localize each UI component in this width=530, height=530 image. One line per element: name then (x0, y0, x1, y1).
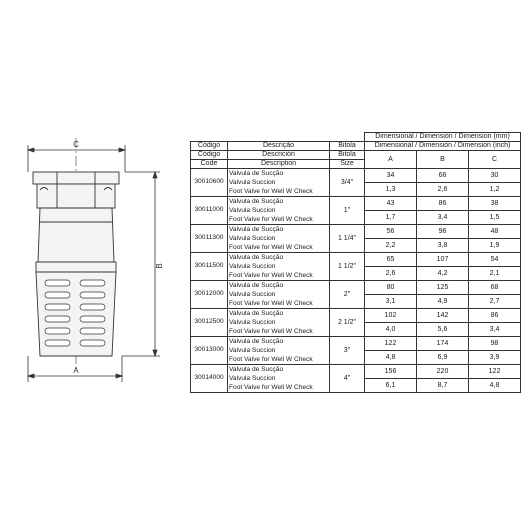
product-description (228, 197, 330, 225)
description-pt: Valvula de Sucção (229, 310, 284, 317)
dimension-a-label: A (73, 366, 79, 375)
dim-a-inch: 2,6 (365, 267, 417, 281)
header-size-pt: Bitola (330, 142, 365, 151)
description-en: Foot Valve for Well W Check (229, 272, 313, 279)
product-description (228, 225, 330, 253)
description-es: Valvula Succion (229, 347, 276, 354)
dim-c-mm: 98 (469, 337, 521, 351)
dim-b-inch: 3,8 (417, 239, 469, 253)
product-description (228, 337, 330, 365)
dimension-b-label: B (155, 263, 164, 269)
header-code-pt: Código (191, 142, 228, 151)
dim-c-mm: 38 (469, 197, 521, 211)
dim-a-mm: 80 (365, 281, 417, 295)
dim-a-mm: 156 (365, 365, 417, 379)
product-code: 30013000 (191, 337, 228, 365)
table-row (191, 337, 521, 351)
dim-a-mm: 34 (365, 169, 417, 183)
description-pt: Valvula de Sucção (229, 338, 284, 345)
description-pt: Valvula de Sucção (229, 226, 284, 233)
table-row (191, 281, 521, 295)
product-description (228, 169, 330, 197)
product-size: 2 1/2" (330, 309, 365, 337)
dim-a-inch: 1,3 (365, 183, 417, 197)
dim-c-inch: 1,2 (469, 183, 521, 197)
table-row (191, 225, 521, 239)
dim-b-inch: 8,7 (417, 379, 469, 393)
dim-c-mm: 122 (469, 365, 521, 379)
header-col-c: C (469, 151, 521, 169)
dim-c-inch: 1,9 (469, 239, 521, 253)
dim-c-inch: 2,1 (469, 267, 521, 281)
product-description (228, 309, 330, 337)
product-code: 30012000 (191, 281, 228, 309)
dim-c-mm: 54 (469, 253, 521, 267)
dim-c-mm: 86 (469, 309, 521, 323)
dim-c-inch: 2,7 (469, 295, 521, 309)
description-pt: Valvula de Sucção (229, 170, 284, 177)
header-desc-pt: Descrição (228, 142, 330, 151)
table-row (191, 309, 521, 323)
product-size: 1 1/2" (330, 253, 365, 281)
dim-b-mm: 220 (417, 365, 469, 379)
dim-c-inch: 3,9 (469, 351, 521, 365)
description-pt: Valvula de Sucção (229, 366, 284, 373)
dim-c-inch: 4,8 (469, 379, 521, 393)
spec-table (190, 132, 521, 393)
header-col-b: B (417, 151, 469, 169)
table-row (191, 197, 521, 211)
product-description (228, 281, 330, 309)
table-row (191, 169, 521, 183)
product-code: 30011000 (191, 197, 228, 225)
description-es: Valvula Succion (229, 179, 276, 186)
description-en: Foot Valve for Well W Check (229, 328, 313, 335)
dim-b-mm: 125 (417, 281, 469, 295)
dim-a-mm: 56 (365, 225, 417, 239)
description-es: Valvula Succion (229, 207, 276, 214)
dim-b-mm: 142 (417, 309, 469, 323)
header-code-es: Código (191, 151, 228, 160)
dim-a-inch: 6,1 (365, 379, 417, 393)
dim-a-inch: 3,1 (365, 295, 417, 309)
description-en: Foot Valve for Well W Check (229, 300, 313, 307)
dim-c-mm: 48 (469, 225, 521, 239)
description-en: Foot Valve for Well W Check (229, 356, 313, 363)
header-desc-es: Descrición (228, 151, 330, 160)
dim-b-mm: 66 (417, 169, 469, 183)
description-pt: Valvula de Sucção (229, 254, 284, 261)
description-pt: Valvula de Sucção (229, 198, 284, 205)
dim-b-inch: 3,4 (417, 211, 469, 225)
description-en: Foot Valve for Well W Check (229, 216, 313, 223)
dim-a-inch: 4,8 (365, 351, 417, 365)
description-es: Valvula Succion (229, 319, 276, 326)
dimension-mm-header: Dimensional / Dimensión / Dimension (mm) (365, 133, 521, 142)
dim-a-inch: 4,0 (365, 323, 417, 337)
dim-b-mm: 96 (417, 225, 469, 239)
description-pt: Valvula de Sucção (229, 282, 284, 289)
dim-a-inch: 1,7 (365, 211, 417, 225)
dim-a-inch: 2,2 (365, 239, 417, 253)
table-row (191, 365, 521, 379)
product-code: 30011500 (191, 253, 228, 281)
dim-b-mm: 107 (417, 253, 469, 267)
dim-c-inch: 3,4 (469, 323, 521, 337)
product-code: 30011300 (191, 225, 228, 253)
dim-a-mm: 122 (365, 337, 417, 351)
product-code: 30012500 (191, 309, 228, 337)
product-size: 3/4" (330, 169, 365, 197)
description-es: Valvula Succion (229, 235, 276, 242)
description-en: Foot Valve for Well W Check (229, 188, 313, 195)
dim-b-inch: 2,6 (417, 183, 469, 197)
dimension-inch-header: Dimensional / Dimensión / Dimension (inch) (365, 142, 521, 151)
description-en: Foot Valve for Well W Check (229, 384, 313, 391)
dim-c-mm: 68 (469, 281, 521, 295)
product-size: 3" (330, 337, 365, 365)
product-size: 1 1/4" (330, 225, 365, 253)
product-size: 4" (330, 365, 365, 393)
header-desc-en: Description (228, 160, 330, 169)
dim-a-mm: 43 (365, 197, 417, 211)
dim-a-mm: 102 (365, 309, 417, 323)
description-es: Valvula Succion (229, 375, 276, 382)
description-es: Valvula Succion (229, 291, 276, 298)
header-size-en: Size (330, 160, 365, 169)
product-size: 1" (330, 197, 365, 225)
dim-b-inch: 4,9 (417, 295, 469, 309)
dim-b-inch: 6,9 (417, 351, 469, 365)
product-description (228, 253, 330, 281)
foot-valve-drawing (0, 0, 185, 530)
dim-b-inch: 5,6 (417, 323, 469, 337)
product-description (228, 365, 330, 393)
product-size: 2" (330, 281, 365, 309)
dim-b-mm: 86 (417, 197, 469, 211)
dimension-c-label: C (73, 140, 79, 149)
dim-a-mm: 65 (365, 253, 417, 267)
dim-c-mm: 30 (469, 169, 521, 183)
description-en: Foot Valve for Well W Check (229, 244, 313, 251)
header-code-en: Code (191, 160, 228, 169)
dim-b-mm: 174 (417, 337, 469, 351)
product-code: 30010600 (191, 169, 228, 197)
product-code: 30014000 (191, 365, 228, 393)
table-row (191, 253, 521, 267)
header-size-es: Bitola (330, 151, 365, 160)
dim-b-inch: 4,2 (417, 267, 469, 281)
header-col-a: A (365, 151, 417, 169)
dim-c-inch: 1,5 (469, 211, 521, 225)
description-es: Valvula Succion (229, 263, 276, 270)
